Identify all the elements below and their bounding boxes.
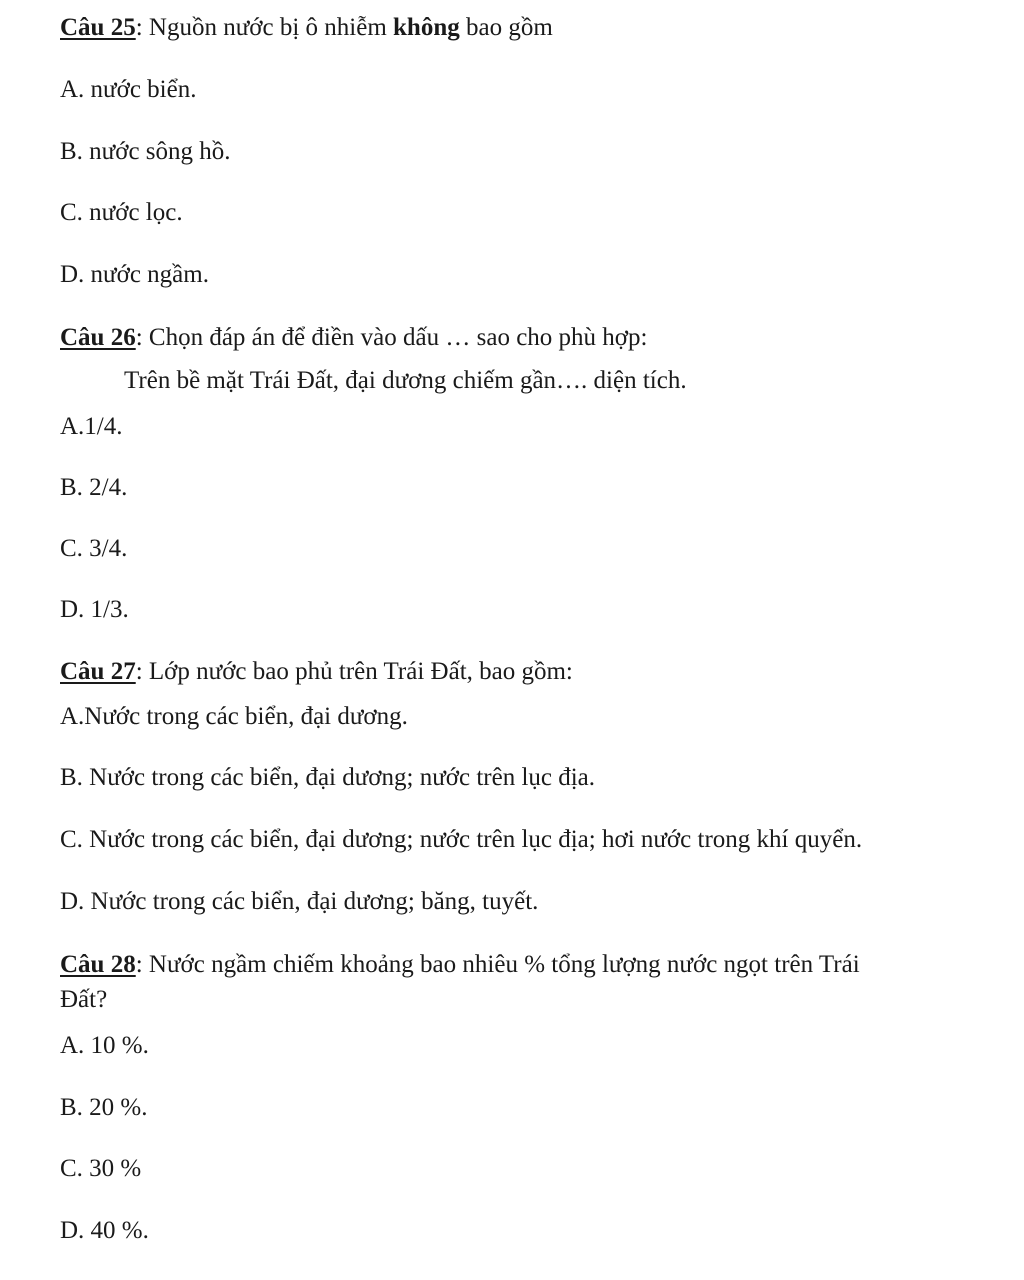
question-27-option-a: A.Nước trong các biển, đại dương. bbox=[60, 703, 408, 730]
question-26-option-b: B. 2/4. bbox=[60, 474, 128, 501]
question-28-option-b: B. 20 %. bbox=[60, 1094, 148, 1121]
question-25-emphasis: không bbox=[393, 14, 460, 41]
question-27-option-d: D. Nước trong các biển, đại dương; băng, tuyết. bbox=[60, 888, 539, 915]
question-28-text: : Nước ngầm chiếm khoảng bao nhiêu % tổng lượng nước ngọt trên Trái bbox=[135, 951, 860, 978]
question-28-option-d: D. 40 %. bbox=[60, 1217, 149, 1244]
question-27-text: : Lớp nước bao phủ trên Trái Đất, bao gồm: bbox=[135, 658, 573, 685]
question-28-stem-continued: Đất? bbox=[60, 986, 108, 1013]
question-25-option-c: C. nước lọc. bbox=[60, 199, 183, 226]
question-26-option-c: C. 3/4. bbox=[60, 535, 128, 562]
question-25-text-start: : Nguồn nước bị ô nhiễm bbox=[135, 14, 394, 41]
question-26-text: : Chọn đáp án để điền vào dấu … sao cho phù hợp: bbox=[135, 324, 648, 351]
question-27-stem bbox=[60, 656, 573, 688]
question-25-text-end: bao gồm bbox=[459, 14, 553, 41]
question-27-label: Câu 27 bbox=[60, 658, 136, 685]
question-25-option-b: B. nước sông hồ. bbox=[60, 138, 231, 165]
question-26-stem bbox=[60, 322, 647, 354]
question-28-label: Câu 28 bbox=[60, 951, 136, 978]
question-26-label: Câu 26 bbox=[60, 324, 136, 351]
question-26-sentence: Trên bề mặt Trái Đất, đại dương chiếm gần…. diện tích. bbox=[124, 367, 687, 394]
question-26-option-d: D. 1/3. bbox=[60, 596, 129, 623]
question-28-stem bbox=[60, 949, 860, 981]
question-27-option-b: B. Nước trong các biển, đại dương; nước trên lục địa. bbox=[60, 764, 596, 791]
question-26-option-a: A.1/4. bbox=[60, 413, 123, 440]
question-25-option-d: D. nước ngầm. bbox=[60, 261, 209, 288]
question-28-option-c: C. 30 % bbox=[60, 1155, 142, 1182]
question-27-option-c: C. Nước trong các biển, đại dương; nước trên lục địa; hơi nước trong khí quyển. bbox=[60, 826, 863, 853]
question-28-option-a: A. 10 %. bbox=[60, 1032, 149, 1059]
question-25-option-a: A. nước biển. bbox=[60, 76, 197, 103]
page-bottom-edge bbox=[0, 1274, 1024, 1280]
question-25-label: Câu 25 bbox=[60, 14, 136, 41]
question-25-stem bbox=[60, 12, 553, 44]
